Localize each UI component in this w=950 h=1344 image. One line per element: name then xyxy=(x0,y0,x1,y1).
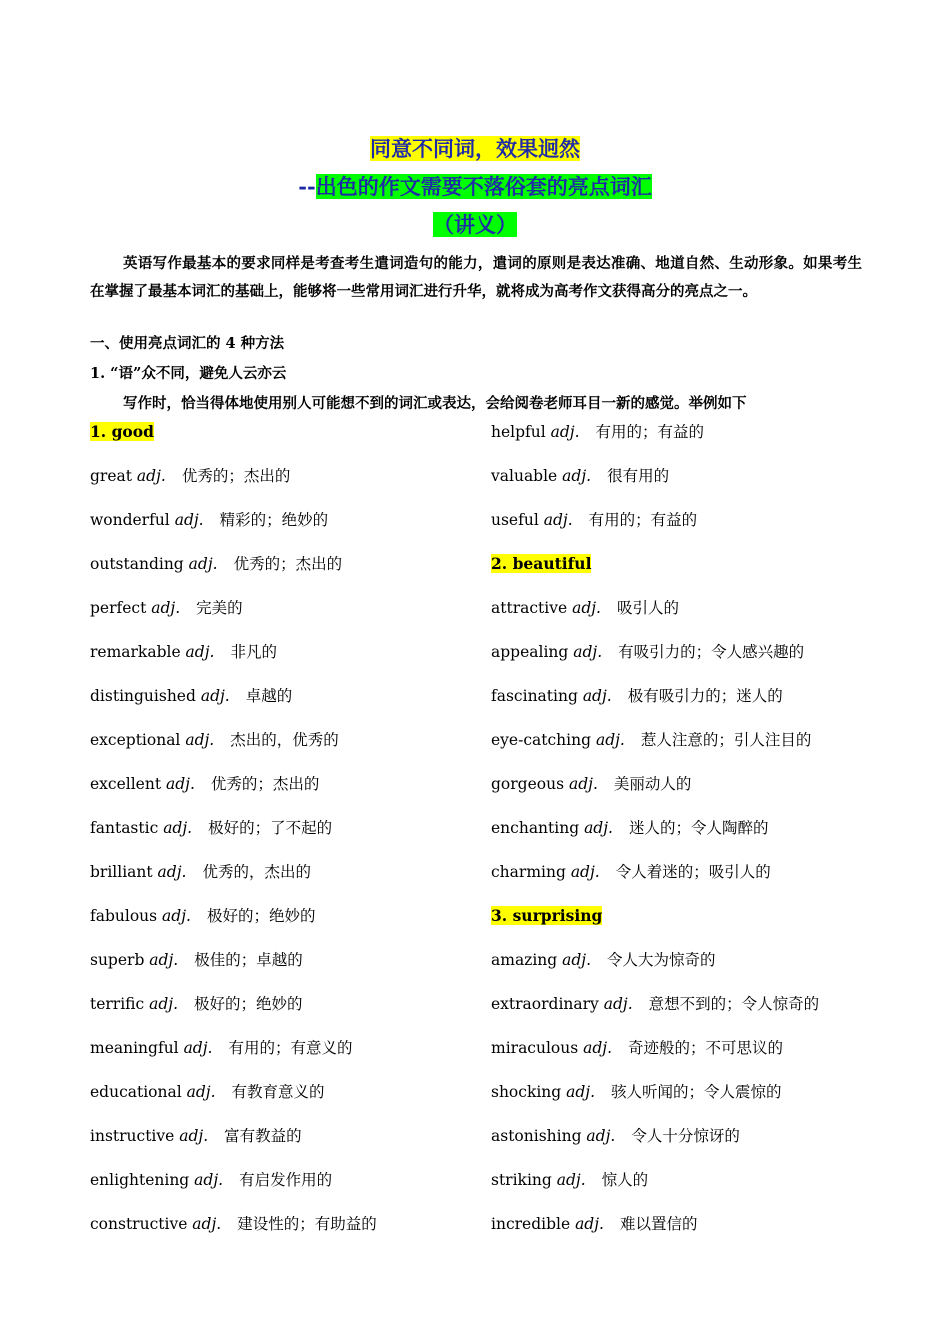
vocab-group-label: 2. beautiful xyxy=(491,554,592,573)
vocab-entry xyxy=(491,420,871,464)
vocab-meaning: 完美的 xyxy=(196,599,243,617)
vocab-word: extraordinary xyxy=(491,995,604,1013)
vocab-word: great xyxy=(90,467,137,485)
vocab-word: useful xyxy=(491,511,544,529)
vocab-part-of-speech: adj. xyxy=(163,819,193,837)
vocab-meaning: 令人着迷的；吸引人的 xyxy=(615,863,771,881)
vocab-meaning: 极佳的；卓越的 xyxy=(194,951,303,969)
vocab-part-of-speech: adj. xyxy=(562,467,592,485)
vocab-meaning: 极好的；了不起的 xyxy=(208,819,333,837)
method-description: 写作时，恰当得体地使用别人可能想不到的词汇或表达，会给阅卷老师耳目一新的感觉。举例如下 xyxy=(123,395,747,412)
vocab-part-of-speech: adj. xyxy=(179,1127,209,1145)
vocab-word: outstanding xyxy=(90,555,189,573)
vocab-meaning: 难以置信的 xyxy=(619,1215,698,1233)
vocab-word: meaningful xyxy=(90,1039,184,1057)
method-heading: 1. “语”众不同，避免人云亦云 xyxy=(90,365,287,382)
vocab-entry xyxy=(90,552,470,596)
vocab-word: eye-catching xyxy=(491,731,596,749)
vocab-entry xyxy=(90,640,470,684)
vocab-meaning: 有教育意义的 xyxy=(231,1083,325,1101)
vocab-part-of-speech: adj. xyxy=(584,819,613,837)
vocab-meaning: 优秀的，杰出的 xyxy=(202,863,311,881)
vocab-meaning: 有用的；有意义的 xyxy=(228,1039,353,1057)
vocab-word: miraculous xyxy=(491,1039,584,1057)
vocab-entry xyxy=(491,992,871,1036)
vocab-entry xyxy=(90,1080,470,1124)
vocab-meaning: 优秀的；杰出的 xyxy=(210,775,320,793)
vocab-part-of-speech: adj. xyxy=(185,731,215,749)
vocab-part-of-speech: adj. xyxy=(586,1127,616,1145)
vocab-meaning: 有启发作用的 xyxy=(239,1171,333,1189)
title-line-2 xyxy=(0,172,950,202)
vocab-word: wonderful xyxy=(90,511,175,529)
vocab-entry xyxy=(90,992,470,1036)
vocab-word: perfect xyxy=(90,599,152,617)
vocab-part-of-speech: adj. xyxy=(192,1215,222,1233)
vocab-entry xyxy=(90,508,470,552)
title-line-1 xyxy=(0,134,950,164)
vocab-group-label: 1. good xyxy=(90,422,154,441)
vocab-word: brilliant xyxy=(90,863,158,881)
vocab-entry xyxy=(90,1036,470,1080)
vocab-entry xyxy=(90,596,470,640)
vocab-entry xyxy=(491,1212,871,1256)
vocab-part-of-speech: adj. xyxy=(185,643,215,661)
vocab-meaning: 有吸引力的；令人感兴趣的 xyxy=(618,643,805,661)
vocab-part-of-speech: adj. xyxy=(186,1083,216,1101)
vocab-word: exceptional xyxy=(90,731,186,749)
vocab-meaning: 极好的；绝妙的 xyxy=(194,995,303,1013)
vocab-part-of-speech: adj. xyxy=(136,467,166,485)
vocab-entry xyxy=(491,684,871,728)
vocab-meaning: 富有教益的 xyxy=(224,1127,302,1145)
vocab-meaning: 迷人的；令人陶醉的 xyxy=(628,819,769,837)
vocab-word: terrific xyxy=(90,995,150,1013)
vocab-part-of-speech: adj. xyxy=(200,687,230,705)
handout-label: （讲义） xyxy=(433,212,517,237)
vocab-word: valuable xyxy=(491,467,563,485)
vocab-part-of-speech: adj. xyxy=(194,1171,224,1189)
vocab-meaning: 令人大为惊奇的 xyxy=(607,951,716,969)
vocab-part-of-speech: adj. xyxy=(174,511,204,529)
vocab-word: astonishing xyxy=(491,1127,587,1145)
vocab-part-of-speech: adj. xyxy=(566,1083,596,1101)
vocab-meaning: 惹人注意的；引人注目的 xyxy=(640,731,812,749)
vocab-word: helpful xyxy=(491,423,551,441)
vocab-part-of-speech: adj. xyxy=(603,995,633,1013)
vocab-meaning: 吸引人的 xyxy=(616,599,679,617)
vocab-part-of-speech: adj. xyxy=(183,1039,213,1057)
vocab-word: enlightening xyxy=(90,1171,195,1189)
vocab-part-of-speech: adj. xyxy=(550,423,580,441)
vocab-meaning: 极好的；绝妙的 xyxy=(206,907,316,925)
vocab-word: superb xyxy=(90,951,150,969)
subtitle: 出色的作文需要不落俗套的亮点词汇 xyxy=(315,174,652,199)
vocab-word: shocking xyxy=(491,1083,567,1101)
vocab-word: fascinating xyxy=(491,687,583,705)
vocab-entry xyxy=(90,1124,470,1168)
vocab-part-of-speech: adj. xyxy=(149,995,179,1013)
vocab-meaning: 奇迹般的；不可思议的 xyxy=(628,1039,784,1057)
vocab-entry xyxy=(90,948,470,992)
vocab-entry xyxy=(491,464,871,508)
vocab-meaning: 建设性的；有助益的 xyxy=(237,1215,377,1233)
vocab-entry xyxy=(491,508,871,552)
vocab-word: incredible xyxy=(491,1215,576,1233)
vocab-meaning: 优秀的；杰出的 xyxy=(233,555,343,573)
vocab-word: appealing xyxy=(491,643,574,661)
vocab-meaning: 卓越的 xyxy=(245,687,293,705)
vocab-entry xyxy=(90,728,470,772)
vocab-entry xyxy=(491,1168,871,1212)
section-heading: 一、使用亮点词汇的 4 种方法 xyxy=(90,335,285,352)
vocab-entry xyxy=(491,860,871,904)
vocab-meaning: 极有吸引力的；迷人的 xyxy=(627,687,783,705)
vocab-word: amazing xyxy=(491,951,563,969)
vocab-entry xyxy=(491,948,871,992)
vocab-part-of-speech: adj. xyxy=(149,951,179,969)
vocab-part-of-speech: adj. xyxy=(573,643,603,661)
vocab-word: distinguished xyxy=(90,687,201,705)
vocab-entry xyxy=(491,772,871,816)
vocab-meaning: 非凡的 xyxy=(230,643,277,661)
vocab-part-of-speech: adj. xyxy=(562,951,592,969)
vocab-word: remarkable xyxy=(90,643,186,661)
vocab-part-of-speech: adj. xyxy=(162,907,191,925)
vocab-entry xyxy=(90,684,470,728)
vocab-part-of-speech: adj. xyxy=(595,731,625,749)
vocab-entry xyxy=(491,640,871,684)
vocab-part-of-speech: adj. xyxy=(582,687,612,705)
vocab-entry xyxy=(90,860,470,904)
vocab-entry xyxy=(491,1080,871,1124)
title-line-3 xyxy=(0,210,950,240)
vocab-column-right xyxy=(491,420,871,1256)
vocab-meaning: 有用的；有益的 xyxy=(595,423,705,441)
vocab-part-of-speech: adj. xyxy=(570,863,600,881)
vocab-part-of-speech: adj. xyxy=(157,863,187,881)
vocab-part-of-speech: adj. xyxy=(543,511,573,529)
subtitle-dash: -- xyxy=(298,174,316,199)
vocab-entry xyxy=(491,596,871,640)
vocab-word: enchanting xyxy=(491,819,585,837)
vocab-part-of-speech: adj. xyxy=(583,1039,613,1057)
vocab-meaning: 优秀的；杰出的 xyxy=(181,467,291,485)
vocab-entry xyxy=(90,1212,470,1256)
vocab-word: educational xyxy=(90,1083,187,1101)
vocab-entry xyxy=(491,1124,871,1168)
vocab-group-heading xyxy=(491,904,871,948)
vocab-meaning: 精彩的；绝妙的 xyxy=(219,511,329,529)
vocab-entry xyxy=(90,904,470,948)
vocab-entry xyxy=(90,816,470,860)
vocab-meaning: 惊人的 xyxy=(601,1171,649,1189)
vocab-entry xyxy=(90,772,470,816)
vocab-column-left xyxy=(90,420,470,1256)
vocab-part-of-speech: adj. xyxy=(188,555,218,573)
vocab-word: attractive xyxy=(491,599,573,617)
vocab-word: gorgeous xyxy=(491,775,569,793)
vocab-meaning: 意想不到的；令人惊奇的 xyxy=(648,995,820,1013)
vocab-part-of-speech: adj. xyxy=(166,775,195,793)
main-title: 同意不同词，效果迥然 xyxy=(370,136,580,161)
vocab-word: fabulous xyxy=(90,907,163,925)
intro-paragraph: 英语写作最基本的要求同样是考查考生遣词造句的能力，遣词的原则是表达准确、地道自然、生动形象。如果考生在掌握了最基本词汇的基础上，能够将一些常用词汇进行升华，就将成为高考作文获得高分的亮点之一。 xyxy=(90,255,862,300)
vocab-entry xyxy=(491,1036,871,1080)
vocab-entry xyxy=(90,1168,470,1212)
vocab-part-of-speech: adj. xyxy=(572,599,601,617)
vocab-meaning: 骇人听闻的；令人震惊的 xyxy=(611,1083,782,1101)
vocab-meaning: 很有用的 xyxy=(607,467,670,485)
vocab-meaning: 令人十分惊讶的 xyxy=(631,1127,740,1145)
vocab-meaning: 有用的；有益的 xyxy=(588,511,698,529)
vocab-word: striking xyxy=(491,1171,557,1189)
vocab-word: fantastic xyxy=(90,819,164,837)
vocab-entry xyxy=(491,816,871,860)
vocab-meaning: 杰出的，优秀的 xyxy=(230,731,339,749)
vocab-part-of-speech: adj. xyxy=(568,775,598,793)
vocab-word: constructive xyxy=(90,1215,193,1233)
vocab-word: instructive xyxy=(90,1127,180,1145)
vocab-group-heading xyxy=(491,552,871,596)
vocab-group-label: 3. surprising xyxy=(491,906,603,925)
vocab-group-heading xyxy=(90,420,470,464)
vocab-entry xyxy=(90,464,470,508)
vocab-part-of-speech: adj. xyxy=(575,1215,604,1233)
vocab-entry xyxy=(491,728,871,772)
vocab-meaning: 美丽动人的 xyxy=(613,775,692,793)
vocab-part-of-speech: adj. xyxy=(151,599,181,617)
vocab-word: excellent xyxy=(90,775,166,793)
vocab-part-of-speech: adj. xyxy=(556,1171,586,1189)
vocab-word: charming xyxy=(491,863,571,881)
